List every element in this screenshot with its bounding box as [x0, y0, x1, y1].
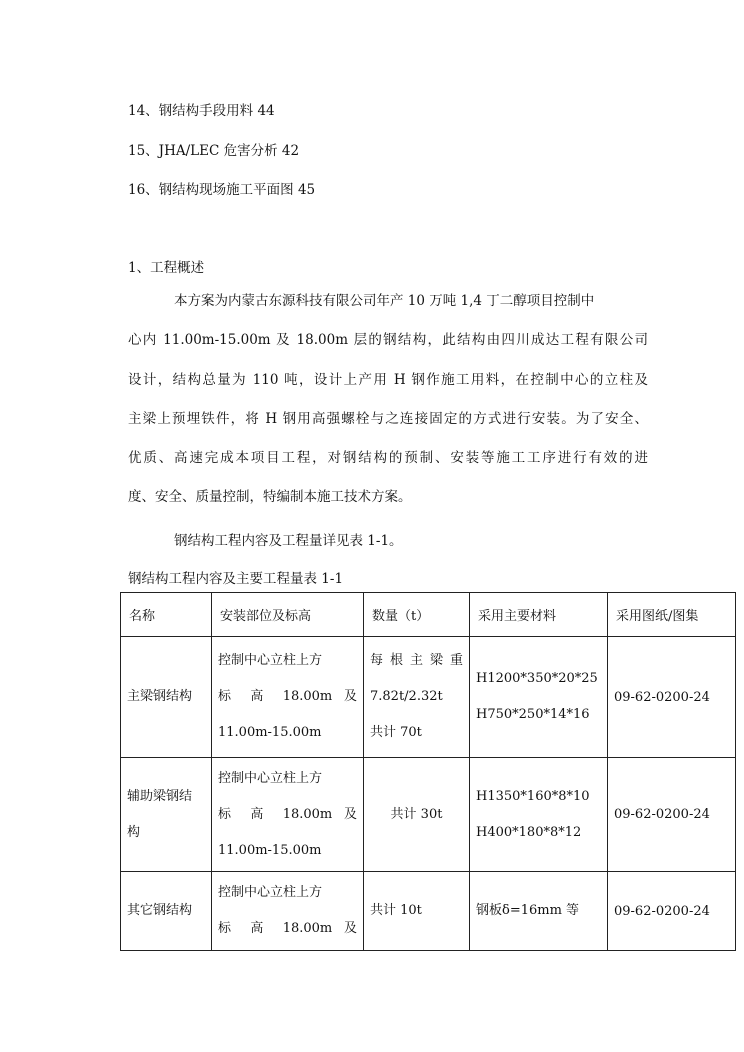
cell-line: 构	[127, 824, 141, 840]
cell-position	[212, 872, 364, 951]
cell-line: 7.82t/2.32t	[370, 689, 443, 704]
header-drawing: 采用图纸/图集	[608, 593, 736, 637]
cell-position	[212, 637, 364, 758]
header-position: 安装部位及标高	[212, 593, 364, 637]
cell-line: 共计 70t	[370, 725, 422, 740]
cell-line: 控制中心立柱上方	[218, 770, 323, 786]
header-name: 名称	[121, 593, 212, 637]
paragraph-line: 度、安全、质量控制，特编制本施工技术方案。	[128, 489, 412, 506]
toc-item: 15、JHA/LEC 危害分析 42	[128, 143, 300, 159]
paragraph-line: 主梁上预埋铁件，将 H 钢用高强螺栓与之连接固定的方式进行安装。为了安全、	[128, 410, 648, 427]
quantities-table	[120, 592, 736, 951]
overview-paragraph	[128, 282, 648, 518]
cell-line: 标 高 18.00m 及	[218, 921, 357, 936]
cell-line: 共计 10t	[370, 903, 422, 918]
cell-line: 控制中心立柱上方	[218, 885, 323, 900]
cell-line: 标 高 18.00m 及	[218, 689, 357, 704]
cell-line: H1200*350*20*25	[476, 671, 598, 686]
cell-drawing: 09-62-0200-24	[608, 872, 736, 951]
table-header-row	[121, 593, 736, 637]
cell-material	[470, 637, 608, 758]
cell-quantity	[364, 637, 470, 758]
cell-material	[470, 758, 608, 872]
table-row	[121, 872, 736, 951]
section-heading: 1、工程概述	[128, 260, 205, 276]
toc-item: 16、钢结构现场施工平面图 45	[128, 182, 316, 198]
header-quantity: 数量（t）	[364, 593, 470, 637]
toc-item: 14、钢结构手段用料 44	[128, 103, 275, 119]
header-material: 采用主要材料	[470, 593, 608, 637]
cell-line: 其它钢结构	[127, 903, 193, 918]
paragraph-line: 优质、高速完成本项目工程，对钢结构的预制、安装等施工工序进行有效的进	[128, 450, 648, 467]
table-row	[121, 758, 736, 872]
cell-line: 控制中心立柱上方	[218, 653, 323, 668]
table-row	[121, 637, 736, 758]
cell-drawing: 09-62-0200-24	[608, 758, 736, 872]
cell-line: 标 高 18.00m 及	[218, 806, 357, 822]
cell-line: 共计 30t	[390, 806, 443, 822]
cell-line: 辅助梁钢结	[127, 788, 193, 804]
cell-line: H1350*160*8*10	[476, 788, 590, 804]
paragraph-line: 设计，结构总量为 110 吨，设计上产用 H 钢作施工用料，在控制中心的立柱及	[128, 371, 648, 388]
cell-quantity	[364, 872, 470, 951]
cell-line: 主梁钢结构	[127, 689, 193, 704]
cell-line: 11.00m-15.00m	[218, 725, 322, 740]
table-reference-note: 钢结构工程内容及工程量详见表 1-1。	[174, 533, 403, 549]
cell-name	[121, 637, 212, 758]
cell-position	[212, 758, 364, 872]
paragraph-line: 本方案为内蒙古东源科技有限公司年产 10 万吨 1,4 丁二醇项目控制中	[174, 293, 595, 309]
cell-drawing: 09-62-0200-24	[608, 637, 736, 758]
cell-quantity	[364, 758, 470, 872]
cell-name	[121, 872, 212, 951]
cell-name	[121, 758, 212, 872]
cell-line: 钢板δ=16mm 等	[476, 903, 580, 918]
paragraph-line: 心内 11.00m-15.00m 及 18.00m 层的钢结构，此结构由四川成达工程有限公司	[128, 332, 648, 349]
cell-line: 每根主梁重	[370, 653, 463, 668]
table-title: 钢结构工程内容及主要工程量表 1-1	[128, 571, 344, 587]
cell-material	[470, 872, 608, 951]
cell-line: H750*250*14*16	[476, 707, 590, 722]
cell-line: H400*180*8*12	[476, 824, 582, 840]
cell-line: 11.00m-15.00m	[218, 842, 322, 858]
